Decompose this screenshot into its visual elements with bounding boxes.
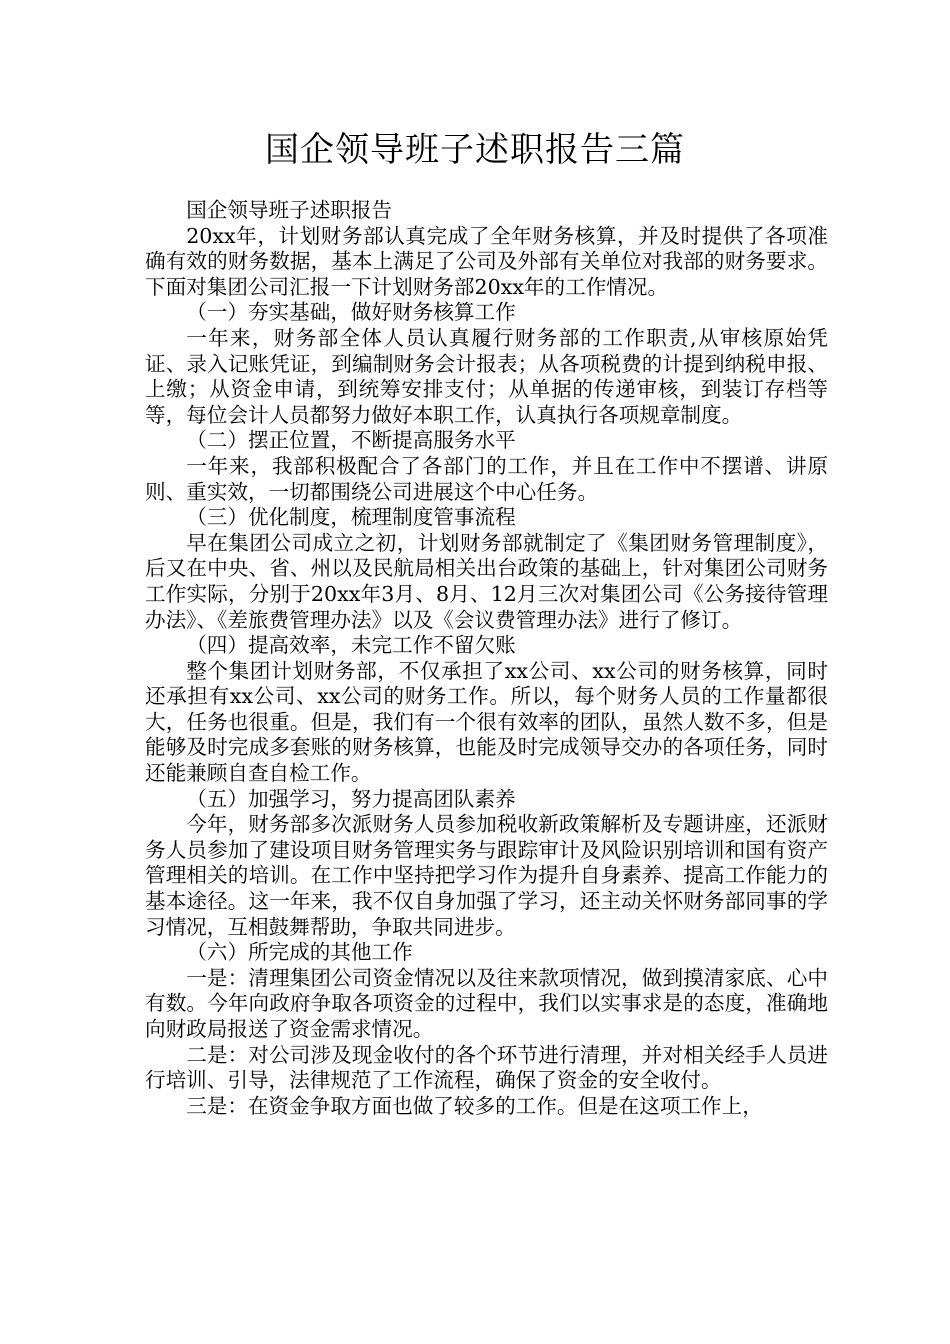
section-heading-3: （三）优化制度，梳理制度管事流程 <box>186 505 516 530</box>
document-title: 国企领导班子述职报告三篇 <box>265 130 685 170</box>
section-1-paragraph: 一年来，财务部全体人员认真履行财务部的工作职责,从审核原始凭证、录入记账凭证，到编制财务会计报表；从各项税费的计提到纳税申报、上缴；从资金申请，到统筹安排支付；从单据的传递审核，到装订存档等等，每位会计人员都努力做好本职工作，认真执行各项规章制度。 <box>145 325 828 427</box>
report-heading: 国企领导班子述职报告 <box>186 198 393 222</box>
section-4-paragraph: 整个集团计划财务部，不仅承担了xx公司、xx公司的财务核算，同时还承担有xx公司、xx公司的财务工作。所以，每个财务人员的工作量都很大，任务也很重。但是，我们有一个很有效率的团队，虽然人数不多，但是能够及时完成多套账的财务核算，也能及时完成领导交办的各项任务，同时还能兼顾自查自检工作。 <box>145 658 828 786</box>
section-6-item-3: 三是：在资金争取方面也做了较多的工作。但是在这项工作上， <box>186 1093 763 1118</box>
section-heading-6: （六）所完成的其他工作 <box>186 940 413 965</box>
section-heading-5: （五）加强学习，努力提高团队素养 <box>186 786 516 811</box>
section-heading-4: （四）提高效率，未完工作不留欠账 <box>186 633 516 658</box>
section-3-paragraph: 早在集团公司成立之初，计划财务部就制定了《集团财务管理制度》，后又在中央、省、州以及民航局相关出台政策的基础上，针对集团公司财务工作实际，分别于20xx年3月、8月、12月三次对集团公司《公务接待管理办法》、《差旅费管理办法》以及《会议费管理办法》进行了修订。 <box>145 530 828 632</box>
section-2-paragraph: 一年来，我部积极配合了各部门的工作，并且在工作中不摆谱、讲原则、重实效，一切都围绕公司进展这个中心任务。 <box>145 453 828 504</box>
section-heading-2: （二）摆正位置，不断提高服务水平 <box>186 428 516 453</box>
document-body <box>145 198 828 1119</box>
section-6-item-2: 二是：对公司涉及现金收付的各个环节进行清理，并对相关经手人员进行培训、引导，法律规范了工作流程，确保了资金的安全收付。 <box>145 1042 828 1093</box>
section-6-item-1: 一是：清理集团公司资金情况以及往来款项情况，做到摸清家底、心中有数。今年向政府争取各项资金的过程中，我们以实事求是的态度，准确地向财政局报送了资金需求情况。 <box>145 965 828 1041</box>
section-5-paragraph: 今年，财务部多次派财务人员参加税收新政策解析及专题讲座，还派财务人员参加了建设项目财务管理实务与跟踪审计及风险识别培训和国有资产管理相关的培训。在工作中坚持把学习作为提升自身素养、提高工作能力的基本途径。这一年来，我不仅自身加强了学习，还主动关怀财务部同事的学习情况，互相鼓舞帮助，争取共同进步。 <box>145 812 828 939</box>
section-heading-1: （一）夯实基础，做好财务核算工作 <box>186 300 516 325</box>
intro-paragraph: 20xx年，计划财务部认真完成了全年财务核算，并及时提供了各项准确有效的财务数据，基本上满足了公司及外部有关单位对我部的财务要求。下面对集团公司汇报一下计划财务部20xx年的工作情况。 <box>145 223 828 299</box>
